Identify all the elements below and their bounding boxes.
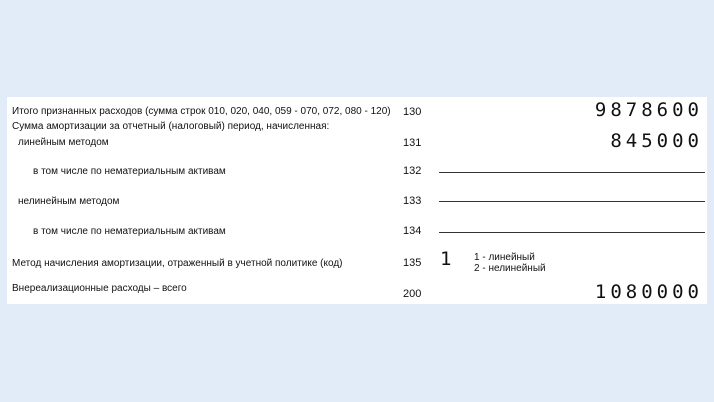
- method-legend-nonlinear: 2 - нелинейный: [474, 263, 546, 274]
- tax-form-section: [7, 97, 707, 304]
- row-131-code: 131: [403, 137, 422, 149]
- row-200-code: 200: [403, 288, 422, 300]
- row-133-code: 133: [403, 195, 422, 207]
- row-131-value[interactable]: 845000: [610, 130, 703, 152]
- method-legend-linear: 1 - линейный: [474, 252, 535, 263]
- row-131-label: линейным методом: [18, 137, 109, 148]
- row-132-input-line[interactable]: [439, 172, 705, 173]
- row-134-input-line[interactable]: [439, 232, 705, 233]
- row-200-label: Внереализационные расходы – всего: [12, 283, 187, 294]
- row-130-value[interactable]: 9878600: [594, 99, 703, 121]
- row-130-code: 130: [403, 106, 422, 118]
- row-135-label: Метод начисления амортизации, отраженный в учетной политике (код): [12, 258, 343, 269]
- row-133-input-line[interactable]: [439, 201, 705, 202]
- row-134-label: в том числе по нематериальным активам: [33, 226, 226, 237]
- row-130-label: Итого признанных расходов (сумма строк 010, 020, 040, 059 - 070, 072, 080 - 120): [12, 106, 391, 117]
- row-200-value[interactable]: 1080000: [594, 281, 703, 303]
- row-134-code: 134: [403, 225, 422, 237]
- row-132-label: в том числе по нематериальным активам: [33, 166, 226, 177]
- row-135-code: 135: [403, 257, 422, 269]
- row-135-value[interactable]: 1: [440, 248, 452, 270]
- row-132-code: 132: [403, 165, 422, 177]
- row-133-label: нелинейным методом: [18, 196, 120, 207]
- amortization-heading: Сумма амортизации за отчетный (налоговый) период, начисленная:: [12, 121, 330, 132]
